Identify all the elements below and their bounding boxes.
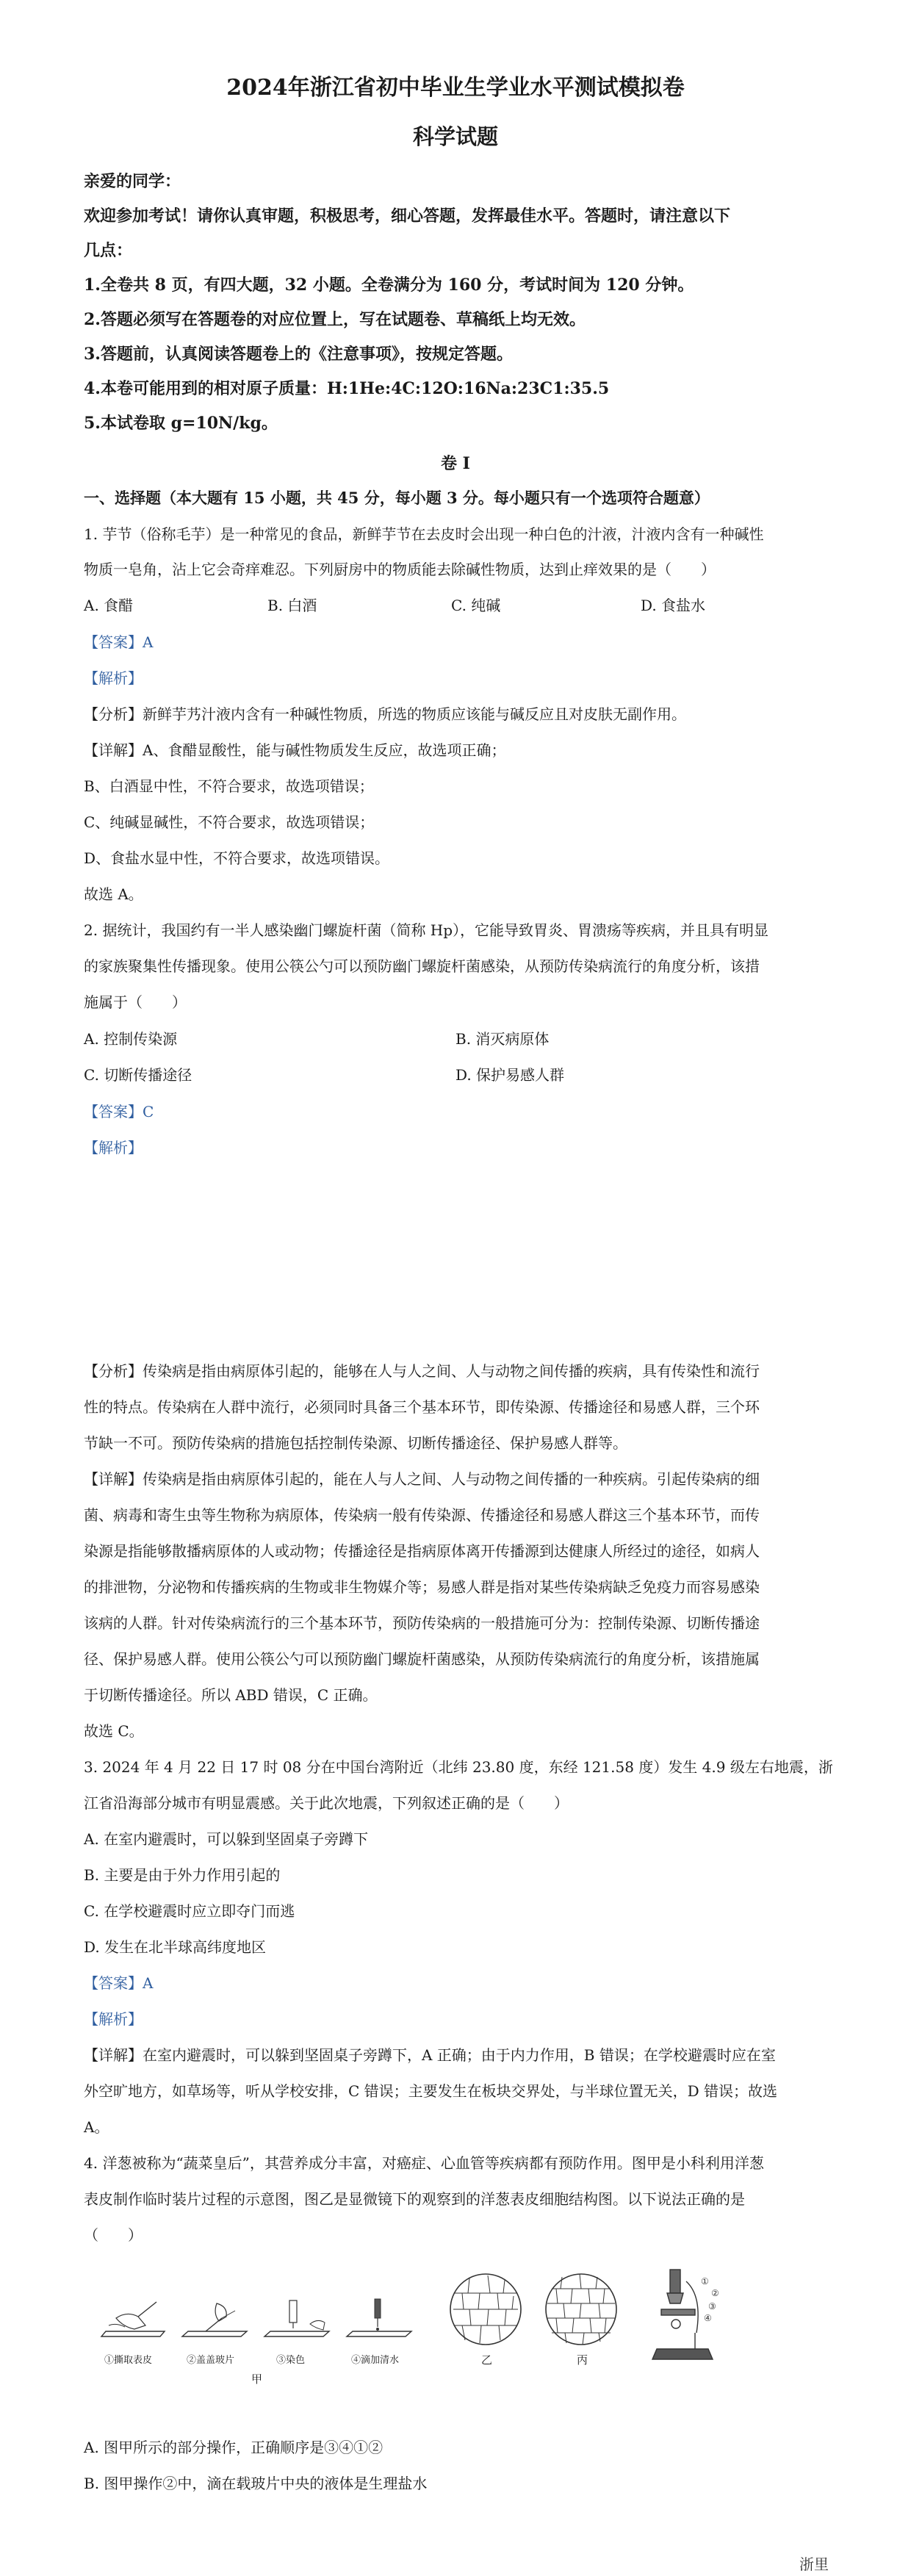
q2-option-a: A. 控制传染源	[84, 1030, 178, 1048]
notice-item-2: 2.答题必须写在答题卷的对应位置上，写在试题卷、草稿纸上均无效。	[84, 310, 586, 329]
q3-stem-line2: 江省沿海部分城市有明显震感。关于此次地震，下列叙述正确的是（ ）	[84, 1794, 569, 1812]
notice-item-1: 1.全卷共 8 页，有四大题，32 小题。全卷满分为 160 分，考试时间为 120 分钟。	[84, 276, 694, 295]
q1-option-b: B. 白酒	[267, 597, 317, 614]
step4-label: ④滴加清水	[351, 2355, 400, 2366]
q2-detail-line7: 于切断传播途径。所以 ABD 错误，C 正确。	[84, 1686, 378, 1704]
q2-stem-line3: 施属于（ ）	[84, 993, 187, 1011]
q1-detail-line3: C、纯碱显碱性，不符合要求，故选项错误；	[84, 813, 375, 831]
q3-detail-line3: A。	[84, 2118, 109, 2136]
notice-item-4: 4.本卷可能用到的相对原子质量：H:1He:4C:12O:16Na:23C1:35.5	[84, 379, 610, 398]
q2-stem-line2: 的家族聚集性传播现象。使用公筷公勺可以预防幽门螺旋杆菌感染，从预防传染病流行的角度分析，该措	[84, 957, 760, 975]
q1-stem-line2: 物质一皂角，沾上它会奇痒难忍。下列厨房中的物质能去除碱性物质，达到止痒效果的是（ ）	[84, 561, 716, 578]
q3-option-d: D. 发生在北半球高纬度地区	[84, 1938, 267, 1956]
notice-greeting: 亲爱的同学：	[84, 172, 181, 191]
page-footer: 浙里	[799, 2555, 829, 2573]
q2-option-c: C. 切断传播途径	[84, 1066, 192, 1084]
q1-detail-line2: B、白酒显中性，不符合要求，故选项错误；	[84, 777, 374, 795]
q1-stem-line1: 1. 芋节（俗称毛芋）是一种常见的食品，新鲜芋节在去皮时会出现一种白色的汁液，汁液内含有一种碱性	[84, 525, 764, 543]
q2-detail-line4: 的排泄物，分泌物和传播疾病的生物或非生物媒介等；易感人群是指对某些传染病缺乏免疫力而容易感染	[84, 1578, 760, 1596]
q4-option-b: B. 图甲操作②中，滴在载玻片中央的液体是生理盐水	[84, 2475, 428, 2492]
q4-stem-line3: （ ）	[84, 2226, 143, 2244]
q1-option-c: C. 纯碱	[451, 597, 501, 614]
q1-analysis: 【分析】新鲜芋艿汁液内含有一种碱性物质，所选的物质应该能与碱反应且对皮肤无副作用。	[84, 705, 686, 723]
step3-label: ③染色	[276, 2355, 306, 2366]
onion-cells-view-yi	[447, 2271, 524, 2347]
q2-answer: 【答案】C	[84, 1103, 154, 1120]
q3-option-b: B. 主要是由于外力作用引起的	[84, 1866, 281, 1884]
q1-detail-line1: 【详解】A、食醋显酸性，能与碱性物质发生反应，故选项正确；	[84, 741, 506, 759]
microscope-illustration	[642, 2267, 723, 2370]
volume-label: 卷 I	[441, 454, 470, 473]
step2-illustration	[176, 2296, 253, 2347]
q2-detail-line3: 染源是指能够散播病原体的人或动物；传播途径是指病原体离开传播源到达健康人所经过的途径，如病人	[84, 1542, 760, 1560]
q3-option-a: A. 在室内避震时，可以躲到坚固桌子旁蹲下	[84, 1830, 369, 1848]
q3-detail-line1: 【详解】在室内避震时，可以躲到坚固桌子旁蹲下，A 正确；由于内力作用，B 错误；在学校避震时应在室	[84, 2046, 776, 2064]
notice-intro-line1: 欢迎参加考试！请你认真审题，积极思考，细心答题，发挥最佳水平。答题时，请注意以下	[84, 206, 731, 226]
q2-option-b: B. 消灭病原体	[455, 1030, 550, 1048]
step4-illustration	[341, 2296, 417, 2347]
q3-answer: 【答案】A	[84, 1974, 154, 1992]
q2-detail-line2: 菌、病毒和寄生虫等生物称为病原体，传染病一般有传染源、传播途径和易感人群这三个基本环节，而传	[84, 1506, 760, 1524]
scope-mark-3: ③	[708, 2301, 716, 2311]
q4-figure	[84, 2267, 730, 2414]
notice-item-3: 3.答题前，认真阅读答题卷上的《注意事项》，按规定答题。	[84, 345, 513, 364]
q1-option-d: D. 食盐水	[641, 597, 706, 614]
q2-detail-line1: 【详解】传染病是指由病原体引起的，能在人与人之间、人与动物之间传播的一种疾病。引起传染病的细	[84, 1470, 760, 1488]
figure-label-yi: 乙	[481, 2353, 493, 2367]
step3-illustration	[259, 2296, 335, 2347]
q2-option-d: D. 保护易感人群	[455, 1066, 565, 1084]
q2-analysis-line3: 节缺一不可。预防传染病的措施包括控制传染源、切断传播途径、保护易感人群等。	[84, 1434, 627, 1452]
exam-subtitle: 科学试题	[412, 124, 498, 149]
q4-stem-line1: 4. 洋葱被称为“蔬菜皇后”，其营养成分丰富，对癌症、心血管等疾病都有预防作用。图甲是小科利用洋葱	[84, 2154, 764, 2172]
q1-explain-label: 【解析】	[84, 669, 143, 687]
q2-detail-line6: 径、保护易感人群。使用公筷公勺可以预防幽门螺旋杆菌感染，从预防传染病流行的角度分析，该措施属	[84, 1650, 760, 1668]
notice-item-5: 5.本试卷取 g=10N/kg。	[84, 414, 278, 433]
q2-analysis-line1: 【分析】传染病是指由病原体引起的，能够在人与人之间、人与动物之间传播的疾病，具有传染性和流行	[84, 1362, 760, 1380]
q1-answer: 【答案】A	[84, 633, 154, 651]
section-heading: 一、选择题（本大题有 15 小题，共 45 分，每小题 3 分。每小题只有一个选项符合题意）	[84, 489, 710, 507]
q2-stem-line1: 2. 据统计，我国约有一半人感染幽门螺旋杆菌（简称 Hp），它能导致胃炎、胃溃疡等疾病，并且具有明显	[84, 921, 769, 939]
step1-illustration	[94, 2296, 170, 2347]
q3-option-c: C. 在学校避震时应立即夺门而逃	[84, 1902, 295, 1920]
q4-stem-line2: 表皮制作临时装片过程的示意图，图乙是显微镜下的观察到的洋葱表皮细胞结构图。以下说法正确的是	[84, 2190, 745, 2208]
q2-analysis-line2: 性的特点。传染病在人群中流行，必须同时具备三个基本环节，即传染源、传播途径和易感人群，三个环	[84, 1398, 760, 1416]
q1-detail-line4: D、食盐水显中性，不符合要求，故选项错误。	[84, 849, 390, 867]
q2-detail-line5: 该病的人群。针对传染病流行的三个基本环节，预防传染病的一般措施可分为：控制传染源、切断传播途	[84, 1614, 760, 1632]
q4-option-a: A. 图甲所示的部分操作，正确顺序是③④①②	[84, 2439, 384, 2456]
q3-detail-line2: 外空旷地方，如草场等，听从学校安排，C 错误；主要发生在板块交界处，与半球位置无关，D 错误；故选	[84, 2082, 778, 2100]
onion-cells-view-bing	[543, 2271, 619, 2347]
notice-intro-line2: 几点：	[84, 241, 133, 260]
q2-conclusion: 故选 C。	[84, 1722, 144, 1740]
step2-label: ②盖盖玻片	[187, 2355, 235, 2366]
scope-mark-4: ④	[704, 2313, 712, 2323]
exam-title: 2024年浙江省初中毕业生学业水平测试模拟卷	[226, 75, 685, 101]
figure-label-bing: 丙	[577, 2353, 588, 2367]
scope-mark-1: ①	[701, 2276, 709, 2287]
q3-explain-label: 【解析】	[84, 2010, 143, 2028]
q3-stem-line1: 3. 2024 年 4 月 22 日 17 时 08 分在中国台湾附近（北纬 23.80 度，东经 121.58 度）发生 4.9 级左右地震，浙	[84, 1758, 833, 1776]
q1-option-a: A. 食醋	[84, 597, 134, 614]
figure-label-jia: 甲	[251, 2372, 263, 2386]
step1-label: ①撕取表皮	[104, 2355, 153, 2366]
q2-explain-label: 【解析】	[84, 1139, 143, 1156]
scope-mark-2: ②	[711, 2288, 719, 2298]
q1-conclusion: 故选 A。	[84, 885, 143, 903]
